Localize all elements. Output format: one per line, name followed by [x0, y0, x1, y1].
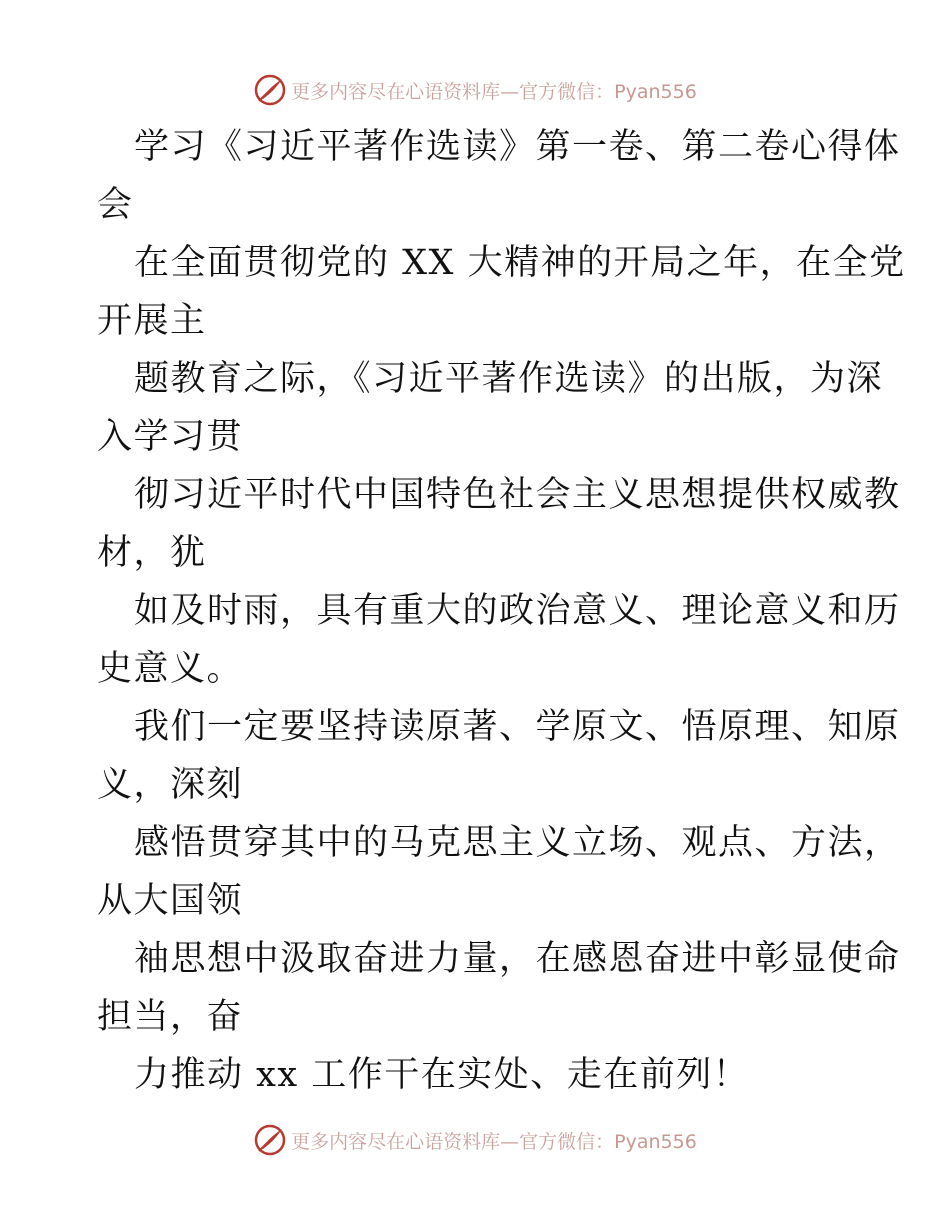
text-line: 力推动 xx 工作干在实处、走在前列！ [134, 1055, 750, 1095]
watermark-text: 更多内容尽在心语资料库—官方微信： [291, 1130, 615, 1153]
text-line: 在全面贯彻党的 XX 大精神的开局之年，在全党 [134, 243, 906, 283]
text-line: 题教育之际，《习近平著作选读》的出版，为深 [134, 359, 884, 399]
text-line: 入学习贯 [97, 417, 244, 457]
text-line: 袖思想中汲取奋进力量，在感恩奋进中彰显使命 [134, 939, 901, 979]
text-line: 如及时雨，具有重大的政治意义、理论意义和历 [134, 591, 901, 631]
header-watermark [0, 70, 950, 110]
text-line: 担当，奋 [97, 997, 244, 1037]
text-line: 学习《习近平著作选读》第一卷、第二卷心得体 [134, 127, 901, 167]
text-line: 史意义。 [97, 649, 244, 689]
text-line: 开展主 [97, 301, 207, 341]
text-line: 从大国领 [97, 881, 244, 921]
text-line: 会 [97, 185, 134, 225]
watermark-wechat-id: Pyan556 [614, 80, 697, 103]
watermark-text: 更多内容尽在心语资料库—官方微信： [291, 80, 615, 103]
document-body [97, 118, 906, 1104]
feather-pen-logo-icon [253, 73, 287, 107]
text-line: 感悟贯穿其中的马克思主义立场、观点、方法， [134, 823, 901, 863]
text-line: 义，深刻 [97, 765, 244, 805]
text-line: 我们一定要坚持读原著、学原文、悟原理、知原 [134, 707, 901, 747]
watermark-wechat-id: Pyan556 [614, 1130, 697, 1153]
text-line: 材，犹 [97, 533, 207, 573]
text-line: 彻习近平时代中国特色社会主义思想提供权威教 [134, 475, 901, 515]
feather-pen-logo-icon [253, 1123, 287, 1157]
footer-watermark [0, 1120, 950, 1160]
